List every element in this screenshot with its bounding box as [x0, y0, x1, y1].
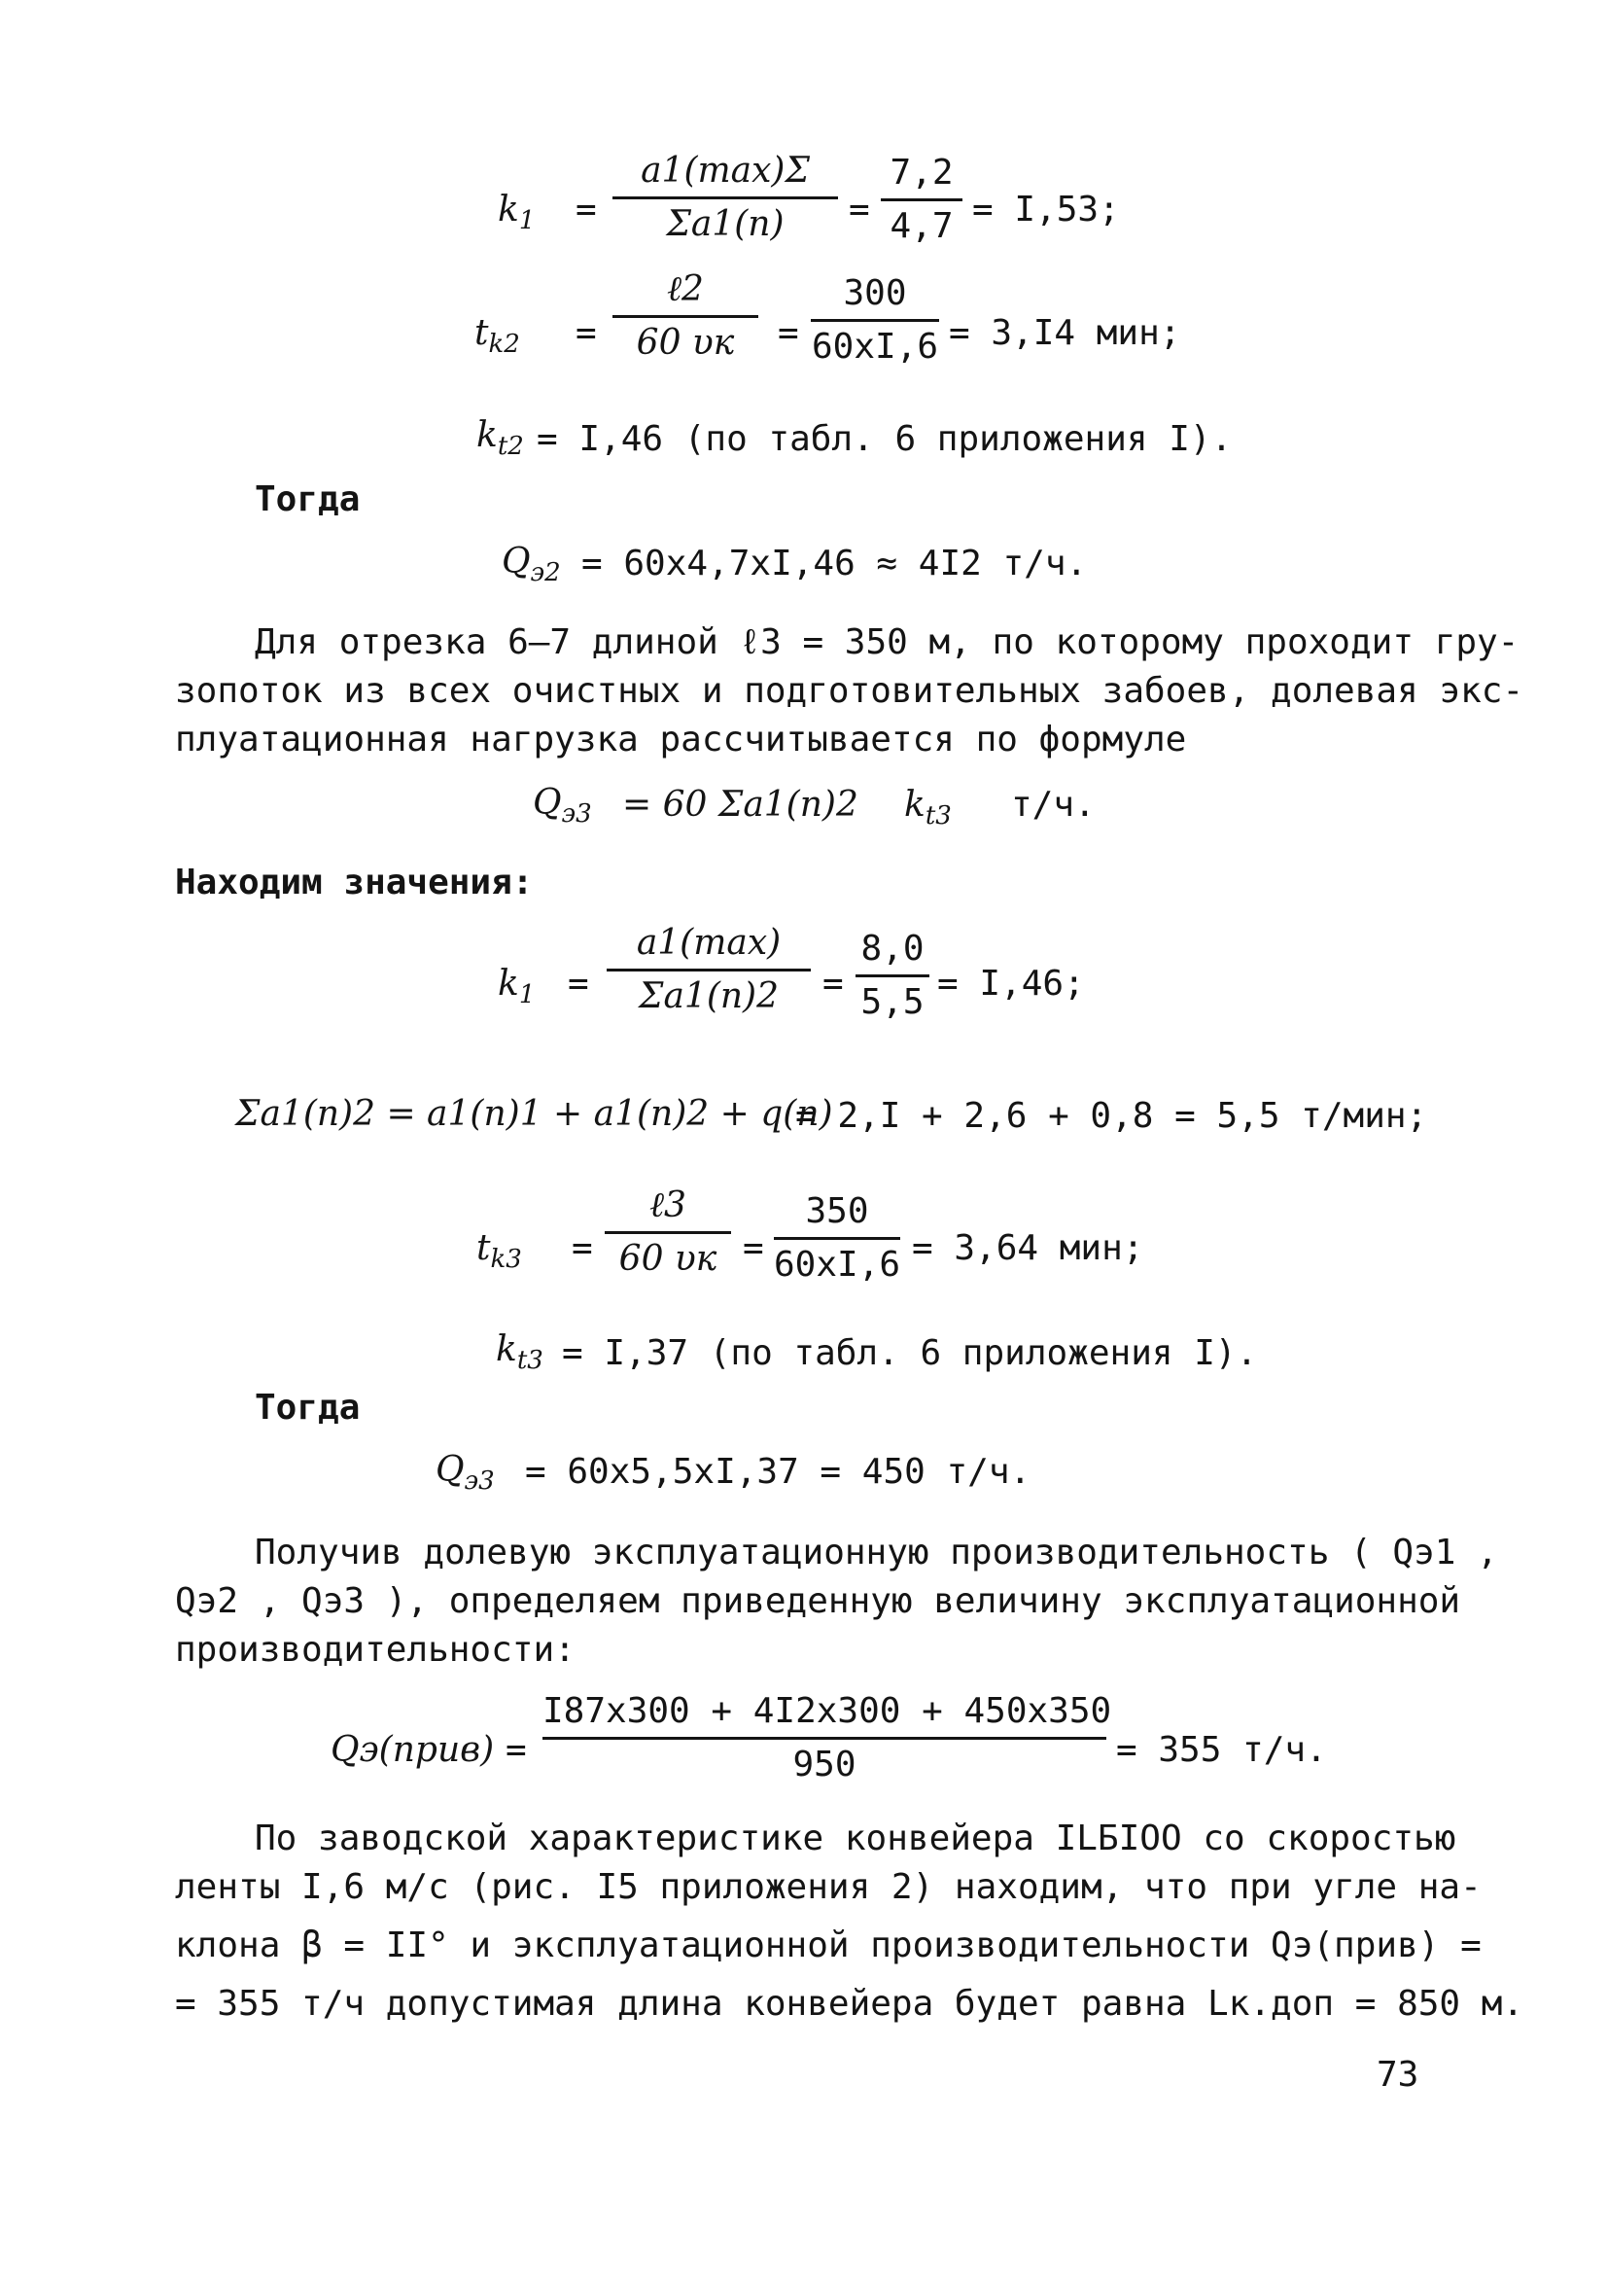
eq-k1-b-fraction-values: 8,0 5,5 [856, 932, 929, 1020]
nahodim-label: Находим значения: [175, 863, 534, 902]
eq-tk2-result: = 3,I4 мин; [949, 313, 1181, 353]
eq-sum-text: = 2,I + 2,6 + 0,8 = 5,5 т/мин; [795, 1096, 1428, 1136]
eq-k1-a-fraction-values [881, 153, 962, 246]
equals-sign: = [778, 313, 799, 353]
eq-qe3-formula-rhs: = 60 Σa1(п)2 [622, 785, 858, 825]
equals-sign: = [568, 964, 589, 1004]
paragraph-line: плуатационная нагрузка рассчитывается по формуле [175, 720, 1187, 759]
eq-tk2-fraction-values: 300 60xI,6 [811, 273, 939, 367]
eq-qe3-formula-lhs: $Q_{э3}$ [533, 783, 592, 830]
paragraph-line: Для отрезка 6–7 длиной ℓ3 = 350 м, по которому проходит гру- [255, 622, 1520, 662]
paragraph-line: ленты I,6 м/с (рис. I5 приложения 2) находим, что при угле на- [175, 1867, 1482, 1907]
eq-tk3-fraction: ℓ3 60 υк [605, 1188, 731, 1277]
eq-kt2-text: = I,46 (по табл. 6 приложения I). [537, 419, 1233, 459]
eq-qpriv-lhs: Qэ(прив) [331, 1730, 495, 1770]
numerator: a1(max)Σ [641, 151, 810, 191]
eq-qe3-formula-unit: т/ч. [1011, 785, 1096, 825]
equals-sign: = [849, 190, 870, 230]
paragraph-line: производительности: [175, 1630, 576, 1670]
equals-sign: = [576, 190, 597, 230]
equals-sign: = [743, 1228, 764, 1268]
eq-tk3-lhs: $t_{k3}$ [476, 1228, 522, 1275]
eq-qpriv-fraction: I87x300 + 4I2x300 + 450x350 950 [542, 1691, 1112, 1784]
paragraph-line: Qэ2 , Qэ3 ), определяем приведенную величину эксплуатационной [175, 1581, 1461, 1621]
paragraph-line: = 355 т/ч допустимая длина конвейера будет равна Lк.доп = 850 м. [175, 1984, 1524, 2024]
eq-sum-lhs: Σa1(п)2 = a1(п)1 + a1(п)2 + q(п) [235, 1094, 833, 1134]
eq-qe3-lhs: $Q_{э3}$ [436, 1450, 495, 1497]
paragraph-line: клона β = II° и эксплуатационной производительности Qэ(прив) = [175, 1925, 1482, 1965]
eq-tk2-fraction: ℓ2 60 υк [612, 272, 758, 361]
togda-label: Тогда [255, 1388, 361, 1428]
eq-kt3-text: = I,37 (по табл. 6 приложения I). [562, 1333, 1258, 1373]
denominator: Σa1(п) [666, 204, 785, 244]
eq-qe2-lhs: $Q_{э2}$ [502, 542, 561, 588]
togda-label: Тогда [255, 479, 361, 519]
eq-k1-a-fraction [612, 151, 838, 244]
equals-sign: = [576, 313, 597, 353]
eq-k1-b-lhs: $k_1$ [498, 964, 536, 1010]
eq-tk3-fraction-values: 350 60xI,6 [774, 1191, 901, 1285]
numerator: 7,2 [890, 153, 954, 193]
paragraph-line: По заводской характеристике конвейера ILБIOO со скоростью [255, 1819, 1456, 1858]
equals-sign: = [822, 964, 844, 1004]
eq-qe3-formula-kt: $k_{t3}$ [904, 785, 952, 831]
eq-tk2-lhs: $t_{k2}$ [474, 313, 520, 360]
equals-sign: = [572, 1228, 593, 1268]
eq-qe2-text: = 60x4,7xI,46 ≈ 4I2 т/ч. [581, 544, 1088, 583]
eq-k1-b-fraction: a1(max) Σa1(п)2 [607, 926, 811, 1014]
page-number: 73 [1377, 2055, 1419, 2095]
equals-sign: = [506, 1730, 527, 1770]
eq-tk3-result: = 3,64 мин; [912, 1228, 1144, 1268]
eq-kt2-lhs: $k_{t2}$ [476, 415, 524, 462]
paragraph-line: Получив долевую эксплуатационную производительность ( Qэ1 , [255, 1533, 1498, 1572]
eq-k1-a-lhs: $k_1$ [498, 190, 536, 236]
eq-k1-b-result: = I,46; [937, 964, 1085, 1004]
eq-qpriv-result: = 355 т/ч. [1116, 1730, 1327, 1770]
fraction-bar [612, 196, 838, 199]
eq-k1-a-result: = I,53; [972, 190, 1120, 230]
paragraph-line: зопоток из всех очистных и подготовительных забоев, долевая экс- [175, 671, 1524, 711]
denominator: 4,7 [890, 206, 954, 246]
eq-qe3-text: = 60x5,5xI,37 = 450 т/ч. [525, 1452, 1031, 1492]
eq-kt3-lhs: $k_{t3}$ [496, 1329, 543, 1376]
